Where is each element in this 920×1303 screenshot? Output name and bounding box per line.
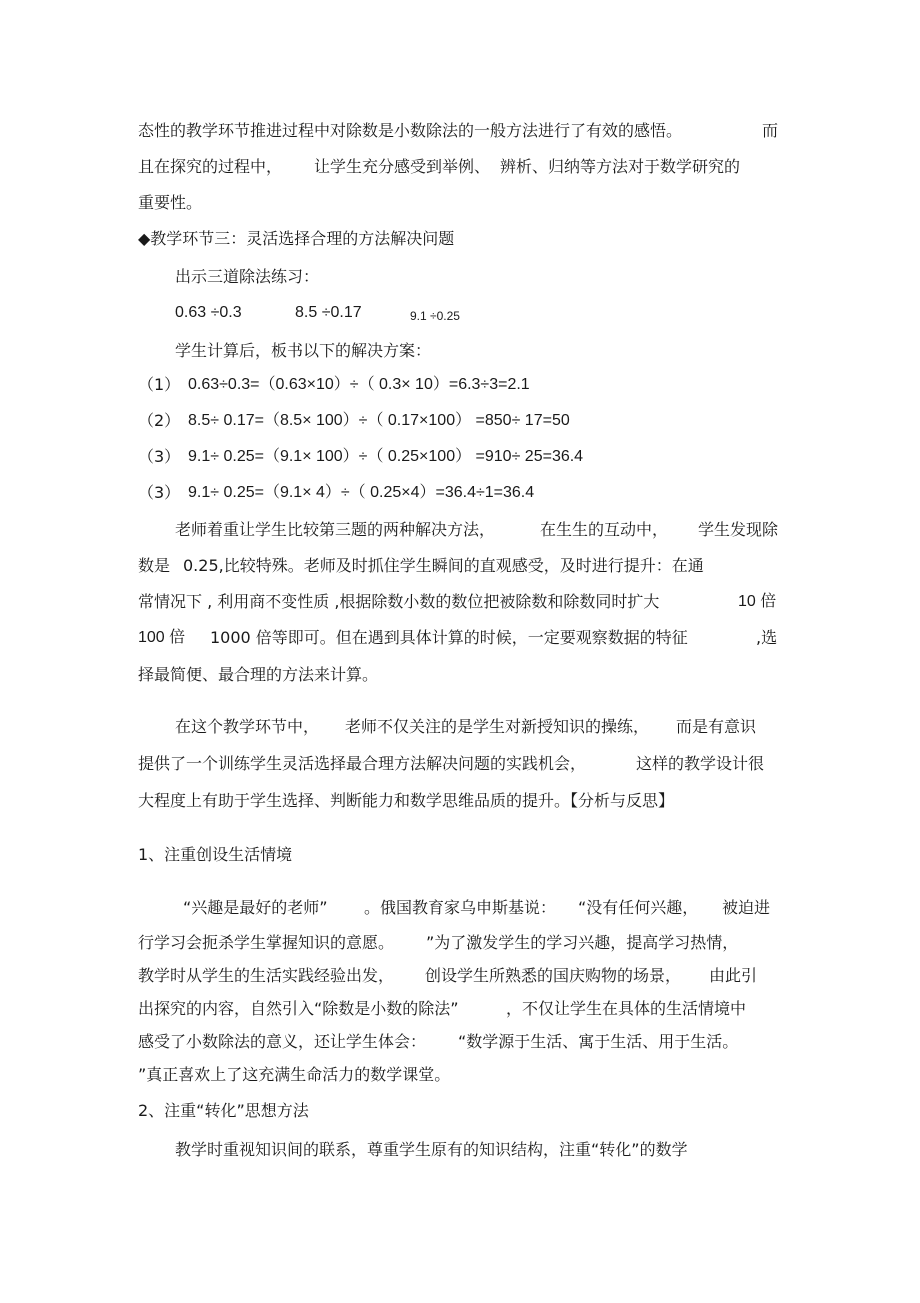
text-line: “没有任何兴趣， [578,898,699,917]
solution-label: （3） [138,447,181,466]
text-line: 而 [762,121,779,140]
section-heading: ◆教学环节三：灵活选择合理的方法解决问题 [138,229,455,248]
text-line: 0.25,比较特殊。老师及时抓住学生瞬间的直观感受，及时进行提升：在通 [183,556,704,575]
text-line: 老师不仅关注的是学生对新授知识的操练， [345,717,650,736]
text-line: 创设学生所熟悉的国庆购物的场景， [425,966,682,985]
text-line: 让学生充分感受到举例、 [314,157,491,176]
exercise-3: 9.1 ÷0.25 [410,309,460,323]
text-line: 大程度上有助于学生选择、判断能力和数学思维品质的提升。【分析与反思】 [138,791,675,810]
text-line: 学生计算后，板书以下的解决方案： [175,341,432,360]
text-line: 感受了小数除法的意义，还让学生体会： [138,1032,427,1051]
text-line: 在生生的互动中， [540,520,669,539]
text-line: ，不仅让学生在具体的生活情境中 [506,999,747,1018]
exercise-2: 8.5 ÷0.17 [295,304,362,321]
text-line: 1000 倍等即可。但在遇到具体计算的时候，一定要观察数据的特征 [210,628,688,647]
text-line: 常情况下 , 利用商不变性质 ,根据除数小数的数位把被除数和除数同时扩大 [138,592,660,611]
text-line: 出探究的内容，自然引入“除数是小数的除法” [138,999,459,1018]
text-line: 。俄国教育家乌申斯基说： [364,898,557,917]
text-line: 行学习会扼杀学生掌握知识的意愿。 [138,933,395,952]
solution-label: （3） [138,483,181,502]
section-heading: 1、注重创设生活情境 [138,845,293,864]
text-line: 10 倍 [738,593,777,610]
text-line: 提供了一个训练学生灵活选择最合理方法解决问题的实践机会， [138,754,587,773]
text-line: ”真正喜欢上了这充满生命活力的数学课堂。 [138,1065,451,1084]
text-line: 这样的教学设计很 [636,754,765,773]
text-line: 且在探究的过程中， [138,157,283,176]
solution-text: 0.63÷0.3=（0.63×10）÷（ 0.3× 10）=6.3÷3=2.1 [188,376,530,393]
text-line: 由此引 [709,966,758,985]
solution-text: 9.1÷ 0.25=（9.1× 100）÷（ 0.25×100） =910÷ 25=36.4 [188,448,584,465]
text-line: 数是 [138,556,171,575]
text-line: “数学源于生活、寓于生活、用于生活。 [458,1032,739,1051]
text-line: ,选 [756,628,778,647]
text-line: “兴趣是最好的老师” [183,898,328,917]
section-heading: 2、注重“转化”思想方法 [138,1101,309,1120]
text-line: 择最简便、最合理的方法来计算。 [138,665,379,684]
text-line: 态性的教学环节推进过程中对除数是小数除法的一般方法进行了有效的感悟。 [138,121,683,140]
solution-label: （2） [138,411,181,430]
text-line: 辨析、归纳等方法对于数学研究的 [500,157,741,176]
text-line: ”为了激发学生的学习兴趣，提高学习热情， [426,933,739,952]
text-line: 被迫进 [722,898,771,917]
text-line: 100 倍 [138,629,186,646]
solution-text: 8.5÷ 0.17=（8.5× 100）÷（ 0.17×100） =850÷ 17=50 [188,412,570,429]
exercise-1: 0.63 ÷0.3 [175,304,242,321]
text-line: 出示三道除法练习： [175,267,320,286]
text-line: 学生发现除 [698,520,779,539]
text-line: 而是有意识 [676,717,757,736]
text-line: 教学时从学生的生活实践经验出发， [138,966,395,985]
text-line: 重要性。 [138,193,203,212]
solution-text: 9.1÷ 0.25=（9.1× 4）÷（ 0.25×4）=36.4÷1=36.4 [188,484,535,501]
text-line: 老师着重让学生比较第三题的两种解决方法， [175,520,496,539]
text-line: 教学时重视知识间的联系，尊重学生原有的知识结构，注重“转化”的数学 [175,1140,688,1159]
solution-label: （1） [138,375,181,394]
text-line: 在这个教学环节中， [175,717,320,736]
